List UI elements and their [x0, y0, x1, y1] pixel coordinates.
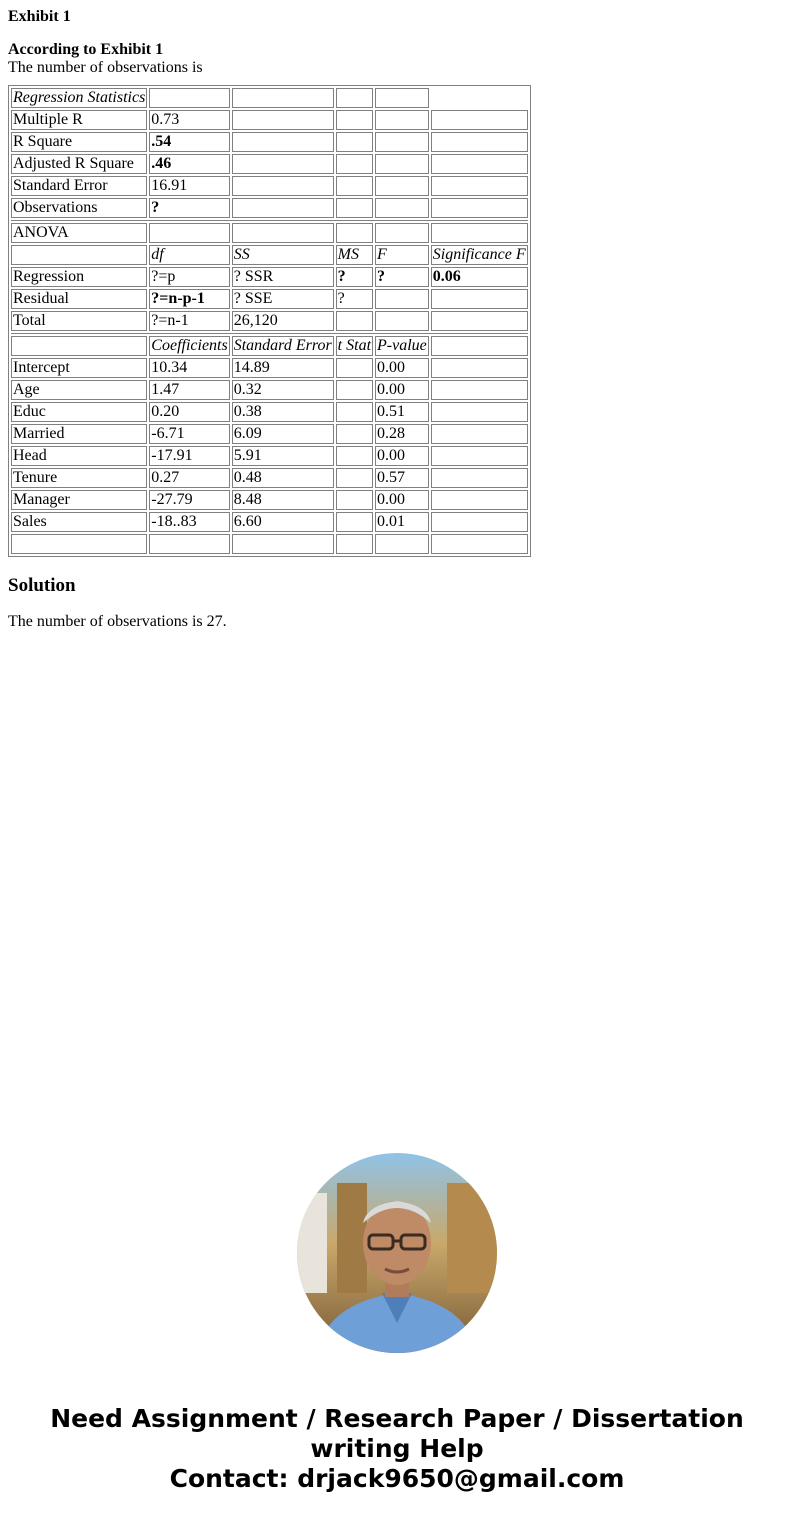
promo-line-1: Need Assignment / Research Paper / Dissertation [50, 1404, 744, 1433]
empty-cell [232, 88, 334, 108]
empty-cell [11, 336, 147, 356]
anova-header: F [375, 245, 429, 265]
empty-cell [11, 245, 147, 265]
empty-cell [431, 336, 528, 356]
coef-variable: Head [11, 446, 147, 466]
coef-t-stat [336, 512, 373, 532]
coef-value: -18..83 [149, 512, 229, 532]
empty-cell [431, 380, 528, 400]
coef-row [11, 468, 528, 488]
question-title: According to Exhibit 1 [8, 41, 164, 58]
empty-cell [431, 534, 528, 554]
solution-heading: Solution [8, 575, 76, 596]
anova-significance [431, 311, 528, 331]
anova-df: ?=n-1 [149, 311, 229, 331]
coef-std-error: 0.48 [232, 468, 334, 488]
empty-cell [232, 534, 334, 554]
coef-p-value: 0.00 [375, 446, 429, 466]
empty-cell [232, 154, 334, 174]
empty-cell [431, 512, 528, 532]
coef-variable: Educ [11, 402, 147, 422]
empty-cell [336, 176, 373, 196]
solution-text: The number of observations is 27. [8, 613, 227, 630]
question-text: The number of observations is [8, 59, 203, 76]
empty-cell [375, 154, 429, 174]
coef-variable: Married [11, 424, 147, 444]
anova-row-label: Total [11, 311, 147, 331]
coef-variable: Manager [11, 490, 147, 510]
coef-row [11, 512, 528, 532]
coef-t-stat [336, 424, 373, 444]
anova-f [375, 289, 429, 309]
empty-cell [336, 198, 373, 218]
coef-p-value: 0.01 [375, 512, 429, 532]
coef-row [11, 380, 528, 400]
stats-header: Regression Statistics [13, 89, 146, 106]
stat-label: Multiple R [11, 110, 147, 130]
coef-value: -6.71 [149, 424, 229, 444]
coef-header: t Stat [337, 337, 372, 354]
coef-p-value: 0.00 [375, 380, 429, 400]
anova-label: ANOVA [11, 223, 147, 243]
empty-cell [232, 198, 334, 218]
empty-cell [431, 88, 528, 108]
coef-row [11, 402, 528, 422]
stat-value: 0.73 [149, 110, 229, 130]
empty-cell [431, 468, 528, 488]
coef-std-error: 6.09 [232, 424, 334, 444]
coef-value: 1.47 [149, 380, 229, 400]
anova-df: ?=n-p-1 [149, 289, 229, 309]
anova-ss: ? SSR [232, 267, 334, 287]
empty-cell [431, 110, 528, 130]
promo-contact: Contact: drjack9650@gmail.com [169, 1464, 625, 1493]
anova-significance [431, 289, 528, 309]
stat-label: R Square [11, 132, 147, 152]
coef-row [11, 358, 528, 378]
stat-label: Standard Error [11, 176, 147, 196]
coef-std-error: 8.48 [232, 490, 334, 510]
stats-row [11, 132, 528, 152]
document-body [8, 8, 786, 631]
coef-std-error: 6.60 [232, 512, 334, 532]
blank-row [11, 534, 528, 554]
empty-cell [336, 132, 373, 152]
coef-t-stat [336, 446, 373, 466]
empty-cell [375, 88, 429, 108]
empty-cell [431, 176, 528, 196]
anova-header-row [11, 245, 528, 265]
regression-table [8, 85, 531, 557]
empty-cell [431, 358, 528, 378]
empty-cell [431, 490, 528, 510]
coef-t-stat [336, 358, 373, 378]
coef-p-value: 0.00 [375, 490, 429, 510]
empty-cell [11, 534, 147, 554]
coef-t-stat [336, 490, 373, 510]
stats-row [11, 154, 528, 174]
coef-value: 0.27 [149, 468, 229, 488]
stat-value: .46 [149, 154, 229, 174]
stat-label: Adjusted R Square [11, 154, 147, 174]
stats-header-row [11, 88, 528, 108]
empty-cell [431, 424, 528, 444]
empty-cell [375, 176, 429, 196]
coef-p-value: 0.57 [375, 468, 429, 488]
stats-row [11, 176, 528, 196]
coef-variable: Intercept [11, 358, 147, 378]
coef-header: Coefficients [151, 337, 228, 354]
anova-header: SS [232, 245, 334, 265]
empty-cell [149, 534, 229, 554]
coef-variable: Sales [11, 512, 147, 532]
anova-ms: ? [336, 289, 373, 309]
promo-line-2: writing Help [310, 1434, 484, 1463]
anova-label-row [11, 223, 528, 243]
empty-cell [336, 88, 373, 108]
anova-row-label: Regression [11, 267, 147, 287]
stat-label: Observations [11, 198, 147, 218]
coef-p-value: 0.51 [375, 402, 429, 422]
coef-row [11, 424, 528, 444]
anova-ms: ? [336, 267, 373, 287]
coef-std-error: 14.89 [232, 358, 334, 378]
coef-header-row [11, 336, 528, 356]
stat-value: 16.91 [149, 176, 229, 196]
coef-p-value: 0.00 [375, 358, 429, 378]
stat-value: ? [149, 198, 229, 218]
coef-variable: Tenure [11, 468, 147, 488]
anova-df: ?=p [149, 267, 229, 287]
section-separator [11, 220, 528, 221]
stat-value: .54 [149, 132, 229, 152]
separator-line [11, 220, 528, 221]
anova-row [11, 311, 528, 331]
empty-cell [375, 223, 429, 243]
empty-cell [232, 176, 334, 196]
empty-cell [232, 132, 334, 152]
empty-cell [431, 223, 528, 243]
exhibit-title: Exhibit 1 [8, 8, 71, 25]
anova-row [11, 267, 528, 287]
anova-header: df [149, 245, 229, 265]
anova-ss: ? SSE [232, 289, 334, 309]
empty-cell [431, 154, 528, 174]
anova-header: MS [336, 245, 373, 265]
empty-cell [232, 110, 334, 130]
section-separator [11, 333, 528, 334]
anova-f: ? [375, 267, 429, 287]
coef-variable: Age [11, 380, 147, 400]
stats-row [11, 198, 528, 218]
separator-line [11, 333, 528, 334]
coef-value: 0.20 [149, 402, 229, 422]
anova-row [11, 289, 528, 309]
coef-t-stat [336, 468, 373, 488]
empty-cell [336, 110, 373, 130]
coef-std-error: 0.32 [232, 380, 334, 400]
empty-cell [375, 534, 429, 554]
coef-header: Standard Error [233, 337, 332, 354]
empty-cell [336, 154, 373, 174]
empty-cell [149, 88, 229, 108]
empty-cell [375, 132, 429, 152]
empty-cell [431, 446, 528, 466]
coef-t-stat [336, 402, 373, 422]
coef-value: -17.91 [149, 446, 229, 466]
anova-f [375, 311, 429, 331]
empty-cell [375, 110, 429, 130]
empty-cell [431, 198, 528, 218]
empty-cell [232, 223, 334, 243]
coef-row [11, 490, 528, 510]
coef-p-value: 0.28 [375, 424, 429, 444]
empty-cell [375, 198, 429, 218]
empty-cell [336, 223, 373, 243]
anova-ms [336, 311, 373, 331]
coef-row [11, 446, 528, 466]
anova-header: Significance F [432, 246, 526, 263]
promo-banner [0, 1404, 794, 1494]
anova-row-label: Residual [11, 289, 147, 309]
coef-std-error: 5.91 [232, 446, 334, 466]
empty-cell [336, 534, 373, 554]
empty-cell [431, 132, 528, 152]
stats-row [11, 110, 528, 130]
author-photo-illustration [297, 1153, 497, 1353]
anova-significance: 0.06 [431, 267, 528, 287]
empty-cell [149, 223, 229, 243]
coef-t-stat [336, 380, 373, 400]
coef-std-error: 0.38 [232, 402, 334, 422]
coef-header: P-value [377, 337, 427, 354]
author-photo [297, 1153, 497, 1353]
coef-value: 10.34 [149, 358, 229, 378]
coef-value: -27.79 [149, 490, 229, 510]
empty-cell [431, 402, 528, 422]
anova-ss: 26,120 [232, 311, 334, 331]
